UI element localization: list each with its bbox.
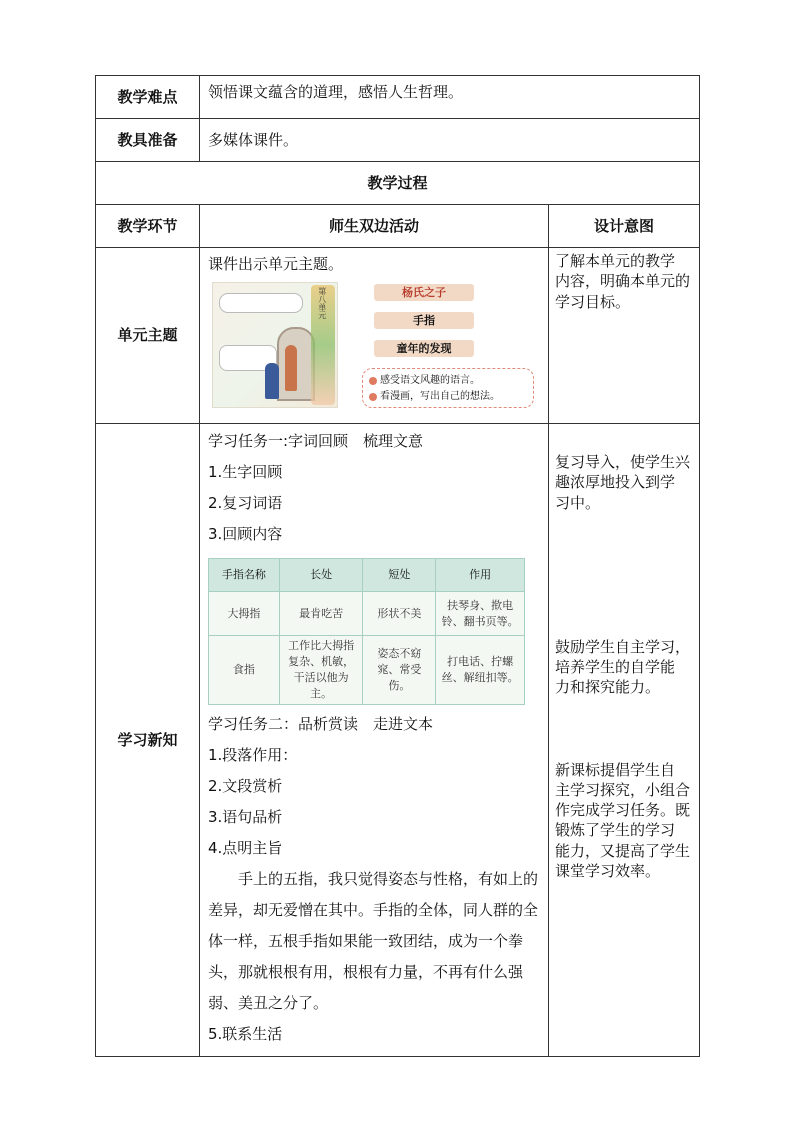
lesson-pill-2: 手指 [374,312,474,329]
finger-comparison-table [208,558,525,705]
task-2-title: 学习任务二：品析赏读 走进文本 [208,714,434,733]
intent-line: 主学习探究，小组合 [555,780,691,799]
task-1-title: 学习任务一:字词回顾 梳理文意 [208,432,424,450]
header-activity: 师生双边活动 [200,205,549,248]
new-knowledge-activity-cell [200,424,549,1057]
adult-figure [285,345,297,391]
tools-value: 多媒体课件。 [200,119,700,162]
intent-line: 能力，又提高了学生 [555,841,691,860]
step-item: 2.复习词语 [208,494,283,512]
unit-activity-text: 课件出示单元主题。 [208,255,344,273]
difficulty-label: 教学难点 [96,76,200,119]
intent-line: 锻炼了学生的学习 [555,821,676,840]
lesson-plan-table [95,75,700,1057]
step-item: 1.段落作用： [208,745,298,764]
lesson-pill-1: 杨氏之子 [374,284,474,301]
intent-line: 复习导入，使学生兴 [555,453,691,471]
difficulty-value: 领悟课文蕴含的道理，感悟人生哲理。 [200,76,700,119]
new-knowledge-intent-cell [549,424,700,1057]
unit-intent-cell [549,248,700,424]
step-item: 3.回顾内容 [208,525,283,543]
step-item: 1.生字回顾 [208,463,283,481]
tools-label: 教具准备 [96,119,200,162]
finger-header: 短处 [363,559,436,592]
header-intent: 设计意图 [549,205,700,248]
step-item: 3.语句品析 [208,807,283,826]
intent-line: 了解本单元的教学 [555,252,676,270]
header-stage: 教学环节 [96,205,200,248]
intent-line: 培养学生的自学能 [555,658,676,676]
child-figure [265,363,279,399]
finger-cell: 扶琴身、揿电铃、翻书页等。 [436,592,525,636]
finger-header: 长处 [279,559,363,592]
theme-quote: 手上的五指，我只觉得姿态与性格，有如上的差异，却无爱憎在其中。手指的全体，同人群的全体一样，五根手指如果能一致团结，成为一个拳头，那就根根有用，根根有力量，不再有什么强弱、美丑之分了。 [208,869,539,1012]
step-item: 2.文段赏析 [208,776,283,795]
finger-header: 作用 [436,559,525,592]
unit-cover-illustration [212,282,338,408]
unit-label: 单元主题 [96,248,200,424]
finger-cell: 打电话、拧螺丝、解纽扣等。 [436,636,525,705]
intent-line: 力和探究能力。 [555,678,661,697]
finger-cell: 食指 [209,636,280,705]
bullet-icon [369,393,377,401]
intent-line: 趣浓厚地投入到学 [555,473,676,492]
intent-line: 新课标提倡学生自 [555,760,676,779]
intent-line: 习中。 [555,493,601,512]
intent-line: 鼓励学生自主学习， [555,637,691,656]
finger-header: 手指名称 [209,559,280,592]
goal-2: 看漫画，写出自己的想法。 [380,391,500,403]
intent-line: 内容，明确本单元的 [555,272,691,291]
finger-cell: 工作比大拇指复杂、机敏，干活以他为主。 [279,636,363,705]
finger-cell: 最肯吃苦 [279,592,363,636]
unit-vertical-title: 第八单元 [317,287,327,320]
lesson-pill-3: 童年的发现 [374,340,474,357]
unit-activity-cell [200,248,549,424]
new-knowledge-label: 学习新知 [96,424,200,1057]
intent-line: 课堂学习效率。 [555,861,661,880]
goal-1: 感受语文风趣的语言。 [380,375,480,387]
step-item: 4.点明主旨 [208,838,283,857]
bullet-icon [369,377,377,385]
speech-bubble [219,293,303,313]
finger-cell: 形状不美 [363,592,436,636]
intent-line: 学习目标。 [555,292,631,311]
process-title: 教学过程 [96,162,700,205]
intent-line: 作完成学习任务。既 [555,801,691,819]
step-item: 5.联系生活 [208,1024,283,1043]
finger-cell: 大拇指 [209,592,280,636]
unit-goals-box [362,368,534,408]
unit-theme-image [212,282,534,408]
finger-cell: 姿态不窈窕、常受伤。 [363,636,436,705]
